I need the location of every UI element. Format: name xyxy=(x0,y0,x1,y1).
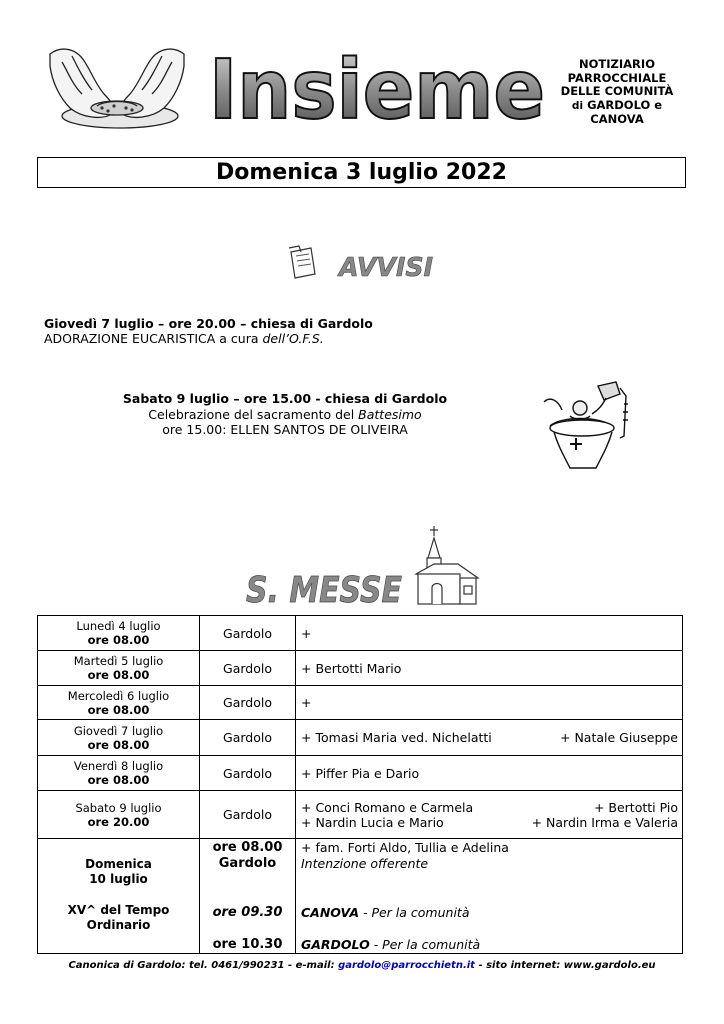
mass-intention: + Bertotti Mario xyxy=(296,651,683,686)
insieme-logo-text: Insieme xyxy=(209,48,545,128)
sunday-intentions xyxy=(296,839,683,954)
notice-adoration-title: Giovedì 7 luglio – ore 20.00 – chiesa di Gardolo xyxy=(44,316,373,331)
messe-heading-text: S. MESSE xyxy=(246,570,403,610)
mass-day: Giovedì 7 luglio ore 08.00 xyxy=(38,720,200,756)
mass-intention: + Piffer Pia e Dario xyxy=(296,756,683,791)
sunday-mass1-time: ore 08.00 xyxy=(212,840,283,855)
table-row xyxy=(38,791,683,839)
notice-baptism-sacrament: Battesimo xyxy=(358,406,422,422)
sunday-mass3-time: ore 10.30 xyxy=(212,937,283,952)
hands-bread-illustration xyxy=(42,42,192,134)
footer-phone: Canonica di Gardolo: tel. 0461/990231 - e-mail: xyxy=(68,960,339,971)
sunday-mass2-time: ore 09.30 xyxy=(212,905,283,920)
notice-baptism-title: Sabato 9 luglio – ore 15.00 - chiesa di Gardolo xyxy=(122,391,448,406)
mass-intention: + Tomasi Maria ved. Nichelatti + Natale Giuseppe xyxy=(296,720,683,756)
mass-intention: + xyxy=(296,616,683,651)
baptism-font-illustration xyxy=(540,376,632,472)
mass-intention: + xyxy=(296,686,683,720)
masthead-subtitle xyxy=(556,58,678,127)
masthead-sub-line: DELLE COMUNITÀ xyxy=(560,84,674,99)
notice-adoration-ofs: dell’O.F.S. xyxy=(262,331,324,346)
table-row xyxy=(38,686,683,720)
mass-day: Mercoledì 6 luglio ore 08.00 xyxy=(38,686,200,720)
insieme-logo xyxy=(205,48,550,128)
table-row xyxy=(38,651,683,686)
mass-day: Sabato 9 luglio ore 20.00 xyxy=(38,791,200,839)
notice-adoration-body: ADORAZIONE EUCARISTICA a cura xyxy=(44,331,263,346)
notice-adoration xyxy=(44,316,464,346)
mass-place: Gardolo xyxy=(200,720,296,756)
sunday-date: 10 luglio xyxy=(89,872,148,886)
notice-baptism xyxy=(70,391,500,438)
messe-heading xyxy=(246,524,482,610)
mass-time: ore 08.00 xyxy=(87,737,150,752)
sunday-day-label: Domenica xyxy=(85,857,152,871)
masthead-sub-line: PARROCCHIALE xyxy=(567,70,667,85)
sunday-times xyxy=(200,839,296,954)
masthead-sub-places: GARDOLO e xyxy=(587,97,663,112)
sunday-mass2-place: CANOVA xyxy=(301,905,359,920)
mass-place: Gardolo xyxy=(200,791,296,839)
mass-intention: + Conci Romano e Carmela + Bertotti Pio + Nardin Lucia e Mario + Nardin Irma e Valeria xyxy=(296,791,683,839)
mass-place: Gardolo xyxy=(200,616,296,651)
avvisi-heading xyxy=(287,244,447,284)
sunday-mass3-intention: - Per la comunità xyxy=(369,937,481,952)
sunday-mass1-place: Gardolo xyxy=(218,856,277,871)
notice-baptism-name: ore 15.00: ELLEN SANTOS DE OLIVEIRA xyxy=(162,422,408,437)
avvisi-heading-text: AVVISI xyxy=(337,253,434,283)
masthead-sub-line: NOTIZIARIO xyxy=(579,57,655,71)
table-row-sunday xyxy=(38,839,683,954)
sunday-tempo: Ordinario xyxy=(86,918,151,932)
mass-day: Lunedì 4 luglio ore 08.00 xyxy=(38,616,200,651)
sunday-mass1-offer: Intenzione offerente xyxy=(301,856,429,871)
sunday-mass3-place: GARDOLO xyxy=(301,937,370,952)
table-row xyxy=(38,616,683,651)
sunday-tempo: XV^ del Tempo xyxy=(67,903,170,917)
footer-contacts xyxy=(0,960,724,971)
mass-place: Gardolo xyxy=(200,651,296,686)
footer-email-link[interactable]: gardolo@parrocchietn.it xyxy=(338,960,475,971)
sunday-day xyxy=(38,839,200,954)
mass-time: ore 08.00 xyxy=(87,702,150,717)
mass-time: ore 08.00 xyxy=(87,668,150,682)
mass-time: ore 08.00 xyxy=(87,633,150,647)
mass-day: Venerdì 8 luglio ore 08.00 xyxy=(38,756,200,791)
masses-table xyxy=(37,615,683,954)
mass-day: Martedì 5 luglio ore 08.00 xyxy=(38,651,200,686)
notice-baptism-body: Celebrazione del sacramento del xyxy=(148,406,359,422)
table-row xyxy=(38,720,683,756)
mass-time: ore 08.00 xyxy=(87,773,150,787)
footer-website: - sito internet: www.gardolo.eu xyxy=(474,960,656,971)
masthead-sub-line: CANOVA xyxy=(590,112,644,127)
chapel-icon xyxy=(416,526,478,604)
mass-place: Gardolo xyxy=(200,686,296,720)
date-title: Domenica 3 luglio 2022 xyxy=(37,157,686,188)
notice-paper-icon xyxy=(289,246,315,278)
sunday-mass2-intention: - Per la comunità xyxy=(359,905,470,920)
sunday-mass1-intention: + fam. Forti Aldo, Tullia e Adelina xyxy=(301,840,509,855)
masthead-sub-di: di xyxy=(571,99,584,112)
table-row xyxy=(38,756,683,791)
mass-time: ore 20.00 xyxy=(87,814,150,829)
mass-place: Gardolo xyxy=(200,756,296,791)
